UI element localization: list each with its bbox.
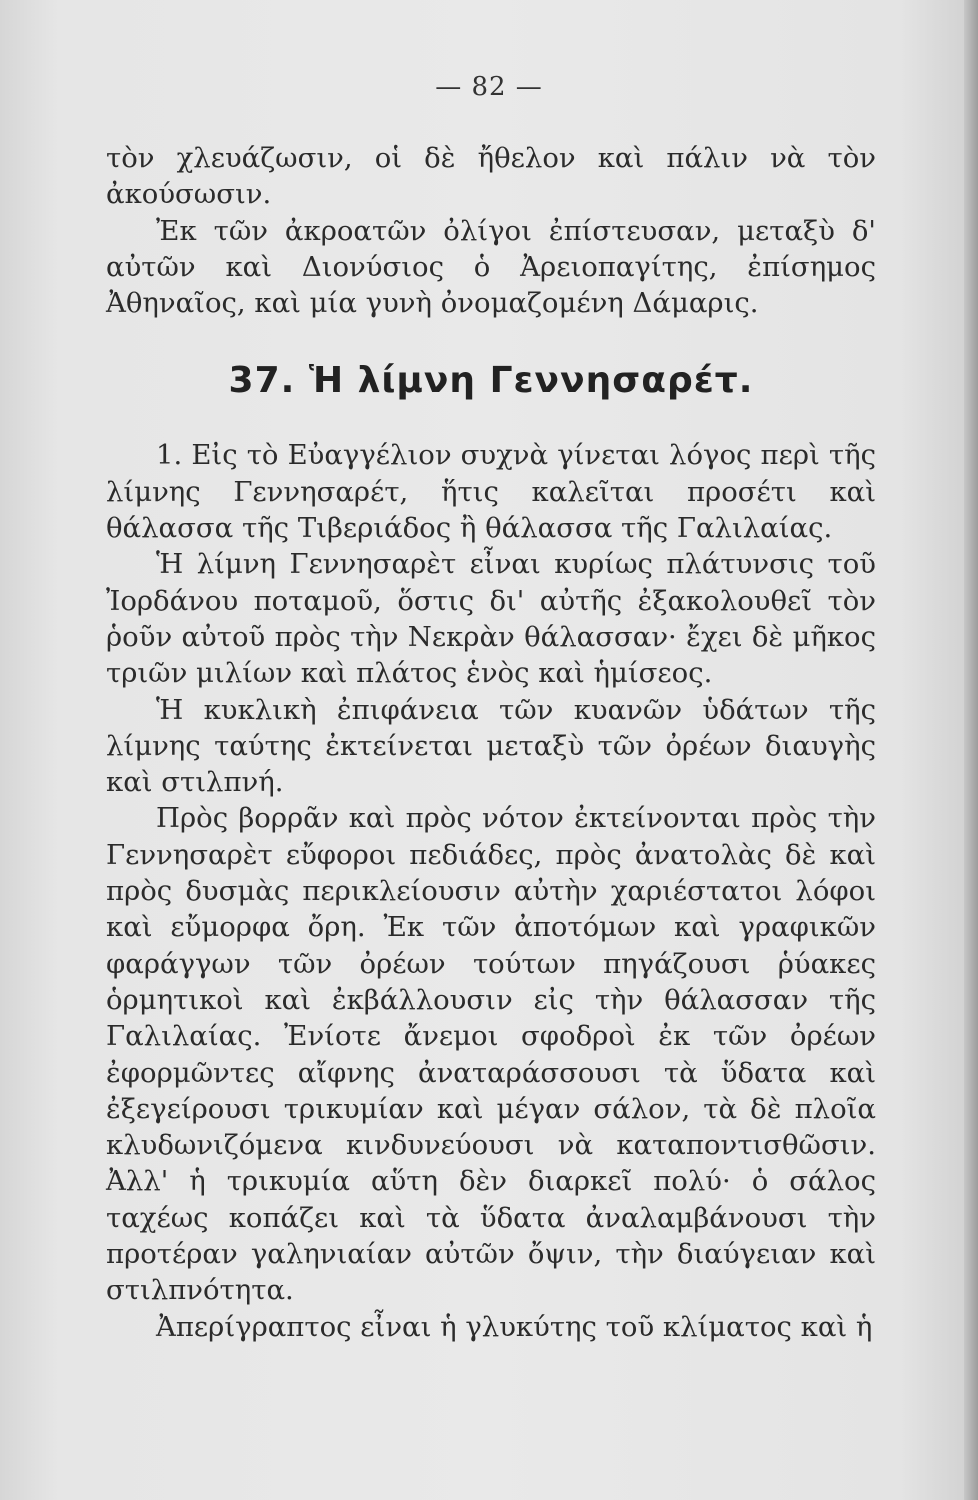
paragraph: Πρὸς βορρᾶν καὶ πρὸς νότον ἐκτείνονται πρὸς τὴν Γεννησαρὲτ εὔφοροι πεδιάδες, πρὸς ἀνατολὰς δὲ καὶ πρὸς δυσμὰς περικλείουσιν αὐτὴν χαριέστατοι λόφοι καὶ εὔμορφα ὄρη. Ἐκ τῶν ἀποτόμων καὶ γραφικῶν φαράγγων τῶν ὀρέων τούτων πηγάζουσι ῥύακες ὁρμητικοὶ καὶ ἐκβάλλουσιν εἰς τὴν θάλασσαν τῆς Γαλιλαίας. Ἐνίοτε ἄνεμοι σφοδροὶ ἐκ τῶν ὀρέων ἐφορμῶντες αἴφνης ἀναταράσσουσι τὰ ὕδατα καὶ ἐξεγείρουσι τρικυμίαν καὶ μέγαν σάλον, τὰ δὲ πλοῖα κλυδωνιζόμενα κινδυνεύουσι νὰ καταποντισθῶσιν. Ἀλλ' ἡ τρικυμία αὕτη δὲν διαρκεῖ πολύ· ὁ σάλος ταχέως κοπάζει καὶ τὰ ὕδατα ἀναλαμβάνουσι τὴν προτέραν γαληνιαίαν αὐτῶν ὄψιν, τὴν διαύγειαν καὶ στιλπνότητα. [106,802,876,1307]
paragraph: Ἡ λίμνη Γεννησαρὲτ εἶναι κυρίως πλάτυνσις τοῦ Ἰορδάνου ποταμοῦ, ὅστις δι' αὐτῆς ἐξακολουθεῖ τὸν ῥοῦν αὐτοῦ πρὸς τὴν Νεκρὰν θάλασσαν· ἔχει δὲ μῆκος τριῶν μιλίων καὶ πλάτος ἑνὸς καὶ ἡμίσεος. [106,548,876,690]
paragraph: Ἀπερίγραπτος εἶναι ἡ γλυκύτης τοῦ κλίματος καὶ ἡ [156,1310,873,1343]
paragraph: Ἡ κυκλικὴ ἐπιφάνεια τῶν κυανῶν ὑδάτων τῆς λίμνης ταύτης ἐκτείνεται μεταξὺ τῶν ὀρέων διαυγὴς καὶ στιλπνή. [106,693,876,799]
paragraph: Ἐκ τῶν ἀκροατῶν ὀλίγοι ἐπίστευσαν, μεταξὺ δ' αὐτῶν καὶ Διονύσιος ὁ Ἀρειοπαγίτης, ἐπίσημος Ἀθηναῖος, καὶ μία γυνὴ ὀνομαζομένη Δάμαρις. [106,214,876,320]
section-heading: 37. Ἡ λίμνη Γεννησαρέτ. [228,360,754,402]
page-number: — 82 — [435,72,543,102]
page-text [106,140,876,1345]
continued-paragraph: τὸν χλευάζωσιν, οἱ δὲ ἤθελον καὶ πάλιν νὰ τὸν ἀκούσωσιν. [106,142,876,211]
page-spine-shadow [964,0,978,1500]
paragraph: 1. Εἰς τὸ Εὐαγγέλιον συχνὰ γίνεται λόγος περὶ τῆς λίμνης Γεννησαρέτ, ἥτις καλεῖται προσέτι καὶ θάλασσα τῆς Τιβεριάδος ἢ θάλασσα τῆς Γαλιλαίας. [106,439,876,545]
